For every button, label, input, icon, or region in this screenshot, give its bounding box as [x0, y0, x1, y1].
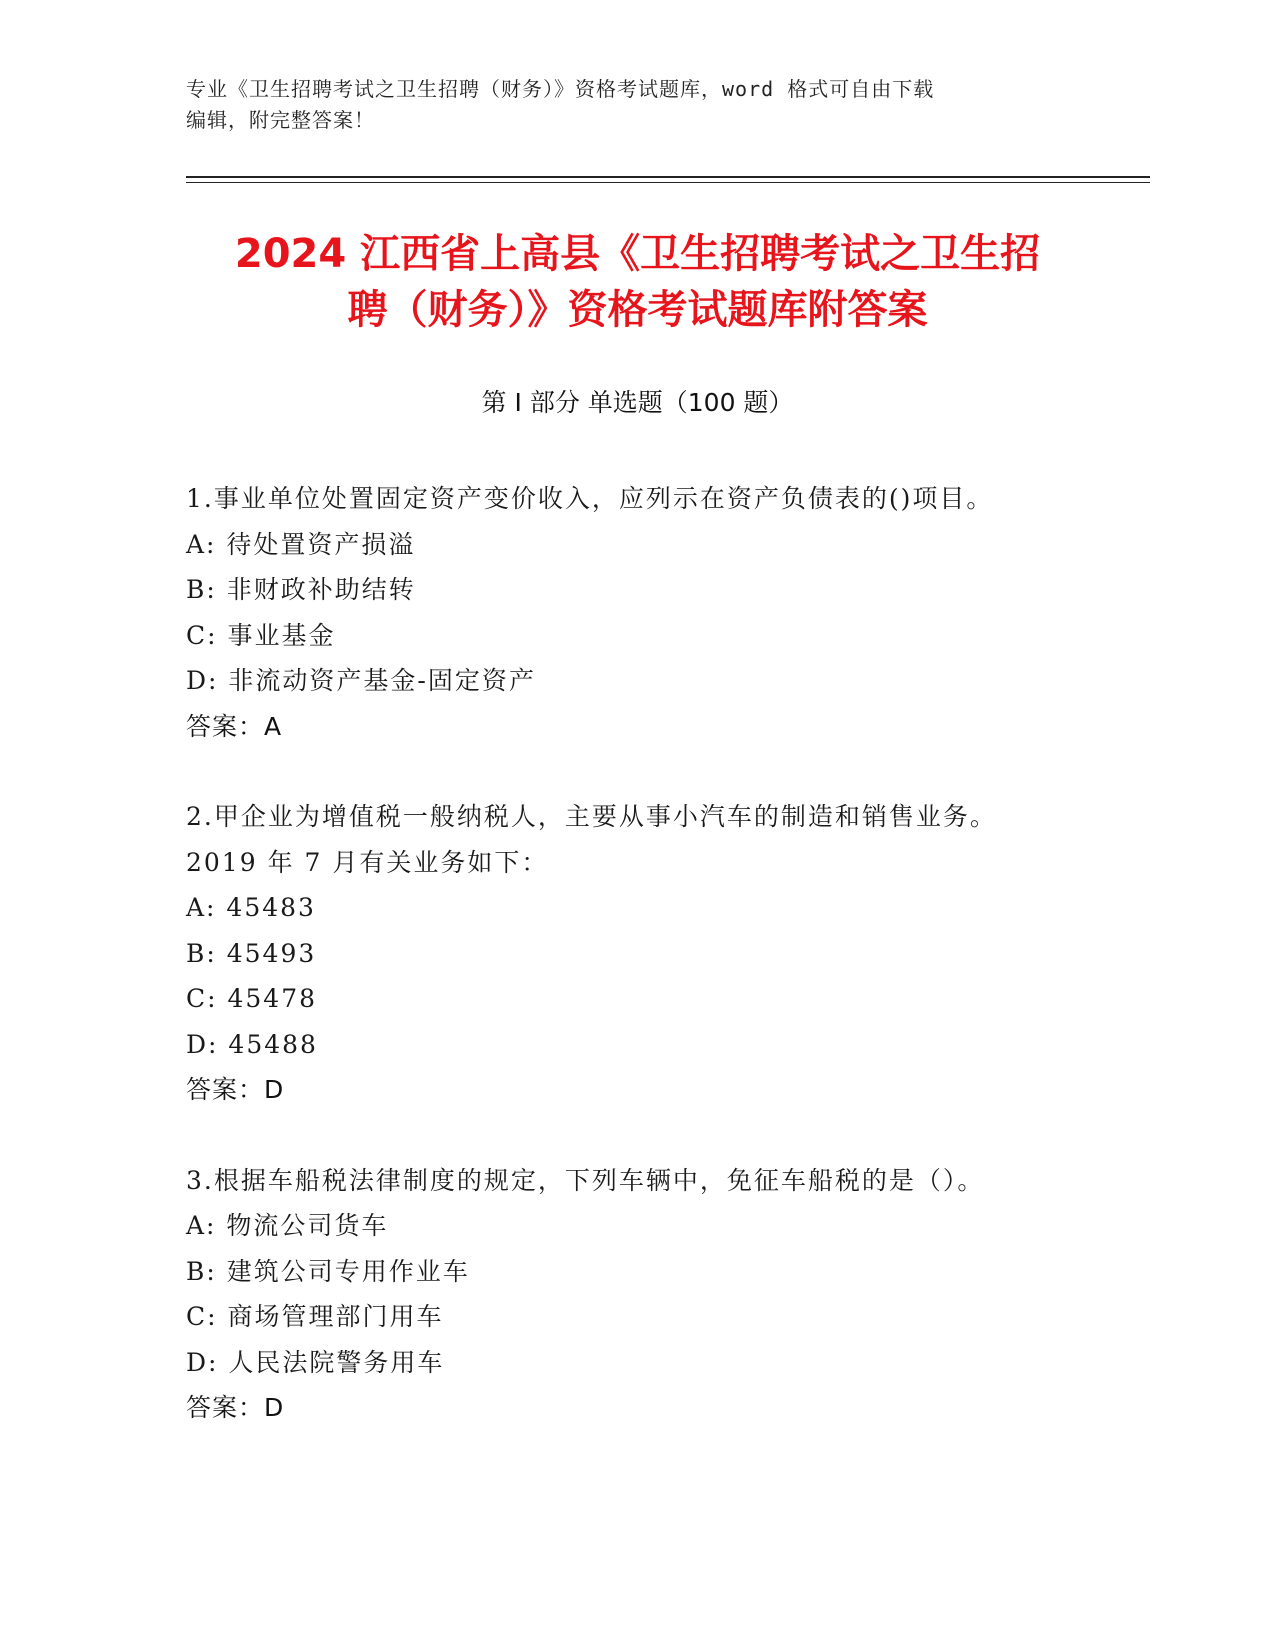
answer-label: 答案：A — [186, 711, 283, 741]
question-stem: 1.事业单位处置固定资产变价收入，应列示在资产负债表的()项目。 — [186, 484, 994, 513]
question-stem: 3.根据车船税法律制度的规定，下列车辆中，免征车船税的是（）。 — [186, 1165, 985, 1195]
document-title-line-1: 2024 江西省上高县《卫生招聘考试之卫生招 — [234, 231, 1041, 277]
header-note-line-1: 专业《卫生招聘考试之卫生招聘（财务）》资格考试题库，word 格式可自由下载 — [186, 77, 935, 101]
option-b: B: 非财政补助结转 — [186, 575, 416, 604]
answer-label: 答案：D — [186, 1393, 285, 1422]
option-a: A: 45483 — [186, 893, 316, 922]
header-note-line-2: 编辑，附完整答案！ — [186, 108, 375, 132]
option-b: B: 建筑公司专用作业车 — [186, 1256, 470, 1286]
option-a: A: 待处置资产损溢 — [186, 529, 416, 559]
question-stem: 2.甲企业为增值税一般纳税人，主要从事小汽车的制造和销售业务。 — [186, 802, 997, 831]
answer-label: 答案：D — [186, 1075, 285, 1104]
question-stem-continued: 2019 年 7 月有关业务如下： — [186, 847, 549, 877]
option-d: D: 人民法院警务用车 — [186, 1347, 445, 1377]
question-1 — [186, 476, 1126, 749]
option-c: C: 商场管理部门用车 — [186, 1302, 444, 1331]
option-c: C: 45478 — [186, 984, 318, 1013]
header-divider-thick — [186, 176, 1150, 178]
header-note — [186, 74, 1086, 136]
option-c: C: 事业基金 — [186, 620, 336, 650]
option-d: D: 非流动资产基金-固定资产 — [186, 666, 536, 695]
section-title: 第 I 部分 单选题（100 题） — [481, 388, 794, 417]
option-d: D: 45488 — [186, 1029, 318, 1059]
question-2 — [186, 794, 1126, 1113]
question-list — [186, 476, 1126, 1476]
option-a: A: 物流公司货车 — [186, 1211, 389, 1240]
document-title — [130, 226, 1145, 338]
question-3 — [186, 1158, 1126, 1431]
header-divider-thin — [186, 182, 1150, 183]
document-title-line-2: 聘（财务）》资格考试题库附答案 — [347, 287, 928, 333]
option-b: B: 45493 — [186, 938, 317, 968]
